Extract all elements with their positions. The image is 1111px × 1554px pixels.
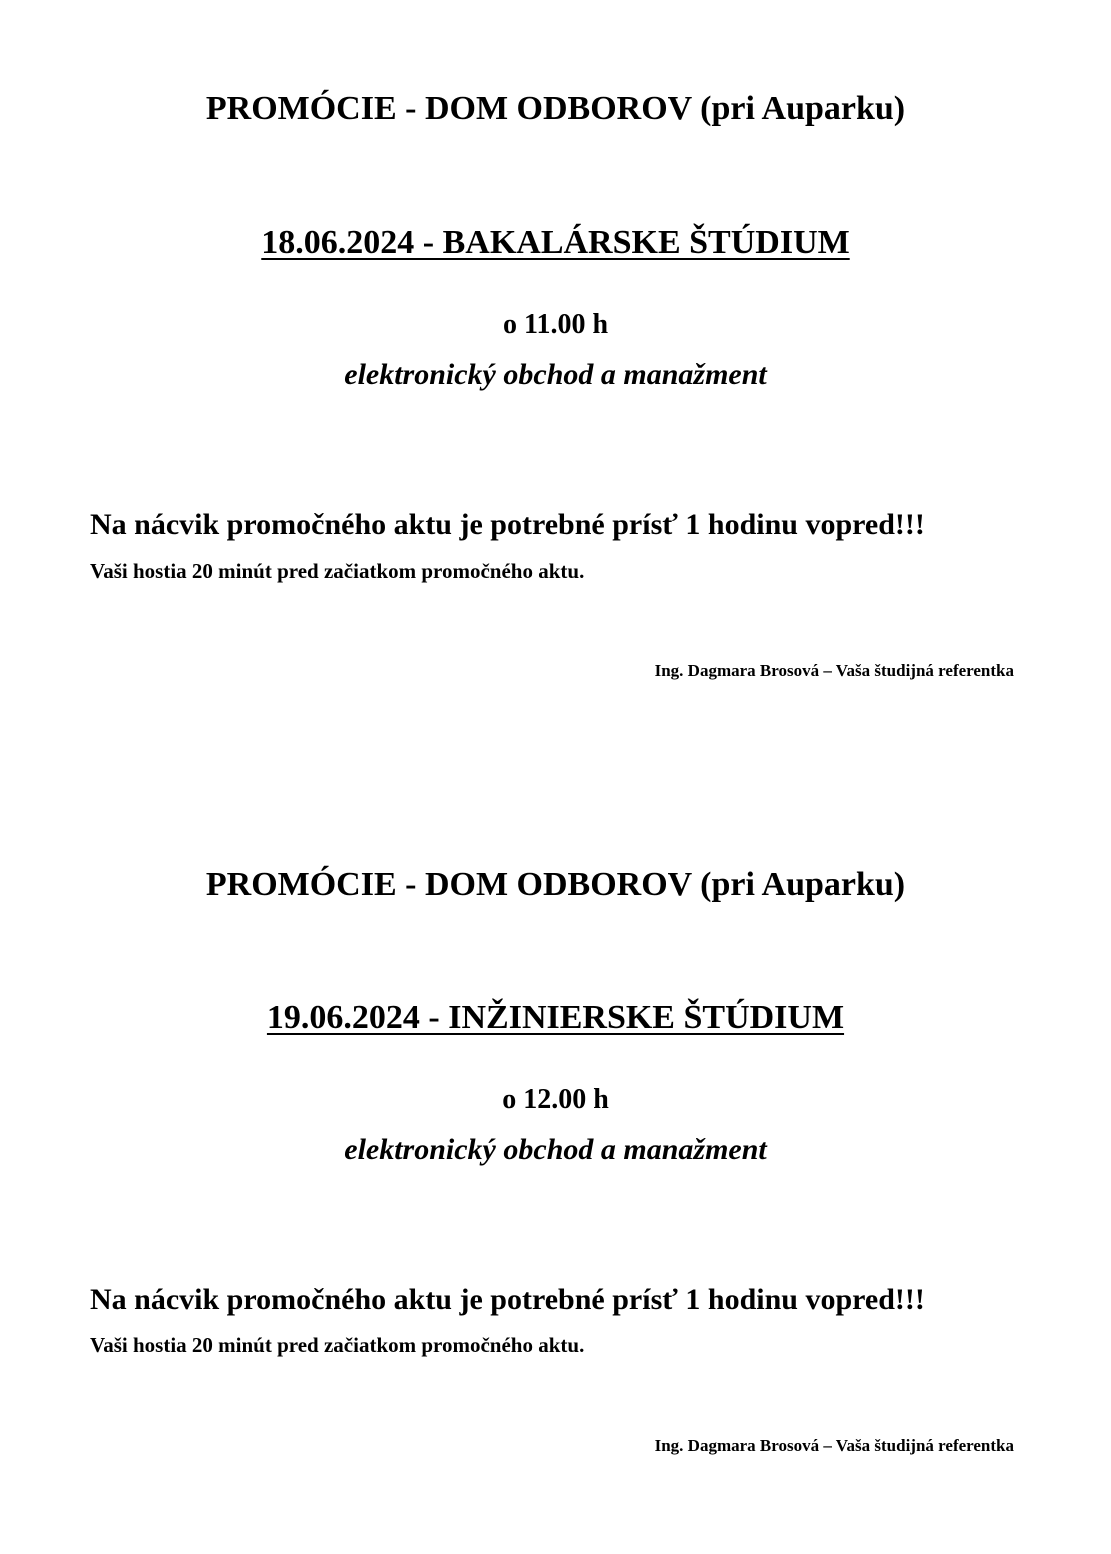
section-2-guests-note: Vaši hostia 20 minút pred začiatkom promočného aktu. [90,1333,585,1357]
section-2-title: PROMÓCIE - DOM ODBOROV (pri Auparku) [205,866,906,903]
section-2-signature: Ing. Dagmara Brosová – Vaša študijná referentka [654,1436,1014,1455]
section-1-notice: Na nácvik promočného aktu je potrebné prísť 1 hodinu vopred!!! [90,508,925,541]
section-1-title: PROMÓCIE - DOM ODBOROV (pri Auparku) [205,90,906,127]
section-1-signature: Ing. Dagmara Brosová – Vaša študijná referentka [654,661,1014,680]
section-1-program: elektronický obchod a manažment [344,358,767,391]
section-2-program: elektronický obchod a manažment [344,1133,767,1166]
section-2-notice: Na nácvik promočného aktu je potrebné prísť 1 hodinu vopred!!! [90,1283,925,1316]
section-1-guests-note: Vaši hostia 20 minút pred začiatkom promočného aktu. [90,559,585,583]
section-2-heading [0,1001,1111,1035]
section-1-heading [0,226,1111,260]
section-2-time: o 12.00 h [502,1084,609,1115]
section-2-heading-text: 19.06.2024 - INŽINIERSKE ŠTÚDIUM [266,999,845,1036]
section-1-time: o 11.00 h [502,309,609,340]
section-1-heading-text: 18.06.2024 - BAKALÁRSKE ŠTÚDIUM [261,224,850,261]
